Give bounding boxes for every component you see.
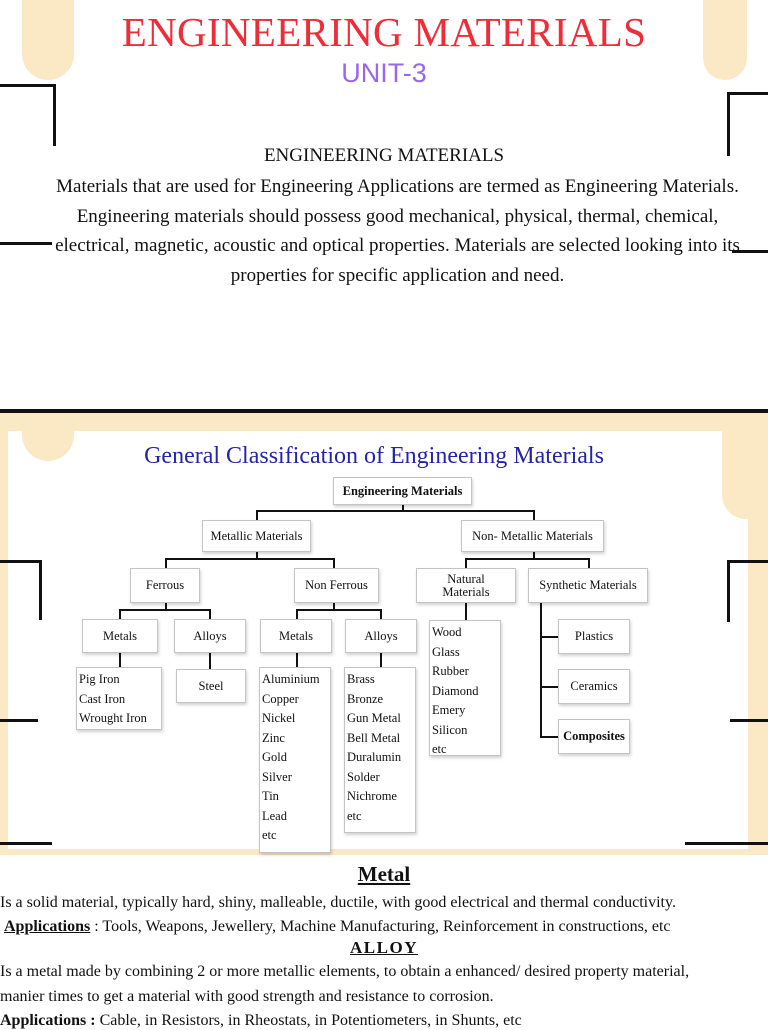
slide-title: ENGINEERING MATERIALS (121, 9, 647, 55)
connector-line (540, 686, 558, 688)
list-item: Lead (262, 808, 287, 823)
node-nonferrous-metals: Metals (260, 619, 332, 653)
list-item: Aluminium (262, 672, 320, 686)
list-natural-materials (429, 620, 501, 756)
decor-bracket-right-h (727, 92, 768, 95)
slide-2-frame-left (0, 413, 8, 851)
decor-dash-left3 (0, 842, 52, 845)
metal-applications (4, 918, 671, 936)
decor-dash-right3 (685, 842, 768, 845)
decor-bracket-left-v2 (39, 560, 42, 620)
section-heading: ENGINEERING MATERIALS (263, 145, 505, 166)
connector-line (540, 603, 542, 738)
alloy-applications-label: Applications : (0, 1012, 96, 1029)
decor-dash-left2 (0, 719, 38, 722)
node-composites: Composites (558, 719, 630, 754)
node-plastics: Plastics (558, 619, 630, 654)
connector-line (533, 510, 535, 520)
node-ferrous-alloys: Alloys (174, 619, 246, 653)
list-item: Tin (262, 789, 279, 803)
list-item: etc (432, 742, 447, 756)
list-nonferrous-alloys (344, 667, 416, 833)
node-nonferrous-alloys: Alloys (345, 619, 417, 653)
list-item: Emery (432, 703, 466, 717)
list-item: Gold (262, 750, 287, 764)
connector-line (380, 609, 382, 619)
list-item: Zinc (262, 730, 285, 745)
list-item: Wood (432, 625, 462, 639)
list-nonferrous-metals (259, 667, 331, 853)
diagram-title: General Classification of Engineering Materials (144, 443, 604, 469)
node-ferrous: Ferrous (130, 568, 200, 603)
connector-line (165, 558, 167, 568)
connector-line (119, 653, 121, 667)
connector-line (540, 736, 558, 738)
connector-line (465, 603, 467, 621)
connector-line (119, 609, 211, 611)
metal-heading: Metal (357, 862, 411, 886)
list-item: Silver (262, 769, 292, 784)
alloy-heading: ALLOY (350, 938, 418, 957)
slide-subtitle: UNIT-3 (341, 58, 427, 88)
alloy-applications-text: Cable, in Resistors, in Rheostats, in Potentiometers, in Shunts, etc (95, 1012, 522, 1029)
list-item: Solder (347, 769, 380, 784)
slide-2-frame-bottom (0, 849, 768, 855)
list-item: Duralumin (347, 750, 402, 764)
connector-line (333, 558, 335, 568)
connector-line (296, 653, 298, 667)
list-item: Brass (347, 672, 375, 686)
connector-line (540, 636, 558, 638)
node-ferrous-metals: Metals (82, 619, 158, 653)
list-item: Cast Iron (79, 691, 126, 706)
decor-dash-right2 (730, 719, 768, 722)
node-non-ferrous: Non Ferrous (294, 568, 379, 603)
decor-bracket-left-v (53, 84, 56, 146)
list-item: Diamond (432, 683, 479, 698)
connector-line (296, 609, 382, 611)
connector-line (465, 558, 467, 568)
slide-2-frame-band (0, 413, 768, 431)
node-ceramics: Ceramics (558, 669, 630, 704)
alloy-applications (0, 1012, 522, 1030)
list-item: Gun Metal (347, 711, 401, 725)
list-item: Bronze (347, 691, 384, 706)
list-item: Wrought Iron (79, 711, 147, 725)
alloy-definition-line-1: Is a metal made by combining 2 or more metallic elements, to obtain a enhanced/ desired property material, (0, 963, 690, 980)
connector-line (165, 558, 335, 560)
decor-bracket-left-h2 (0, 560, 42, 563)
connector-line (256, 510, 258, 520)
node-steel: Steel (176, 669, 246, 703)
metal-applications-text: : Tools, Weapons, Jewellery, Machine Manufacturing, Reinforcement in constructions, etc (90, 918, 671, 935)
decor-dash-left (0, 242, 52, 245)
connector-line (209, 653, 211, 669)
connector-line (296, 609, 298, 619)
list-item: Nickel (262, 711, 296, 725)
connector-line (209, 609, 211, 619)
list-item: etc (262, 828, 277, 842)
connector-line (588, 558, 590, 568)
metal-definition: Is a solid material, typically hard, shiny, malleable, ductile, with good electrical and thermal conductivity. (0, 894, 676, 911)
node-non-metallic-materials: Non- Metallic Materials (461, 520, 604, 552)
node-synthetic-materials: Synthetic Materials (528, 568, 648, 603)
list-item: Pig Iron (79, 672, 120, 686)
decor-bracket-right-h2 (727, 560, 768, 563)
metal-applications-label: Applications (4, 918, 91, 935)
list-item: etc (347, 808, 362, 823)
node-engineering-materials: Engineering Materials (333, 477, 472, 505)
alloy-definition-line-2: manier times to get a material with good strength and resistance to corrosion. (0, 988, 494, 1005)
connector-line (256, 510, 534, 512)
list-item: Bell Metal (347, 730, 401, 745)
intro-paragraph: Materials that are used for Engineering Applications are termed as Engineering Materials. Engineering materials should possess good mechanical, physical, thermal, chemical, electrical, magnetic, acoustic and optical properties. Materials are selected looking into its properties for specific application and need. (55, 176, 740, 286)
list-item: Copper (262, 691, 299, 706)
connector-line (119, 609, 121, 619)
node-natural-materials: Natural Materials (416, 568, 516, 603)
connector-line (380, 653, 382, 667)
list-item: Rubber (432, 664, 469, 678)
list-ferrous-metals (76, 667, 162, 730)
connector-line (465, 558, 590, 560)
list-item: Glass (432, 644, 460, 659)
list-item: Nichrome (347, 789, 397, 803)
list-item: Silicon (432, 722, 468, 737)
node-metallic-materials: Metallic Materials (202, 520, 311, 552)
decor-bracket-right-v2 (727, 560, 730, 622)
